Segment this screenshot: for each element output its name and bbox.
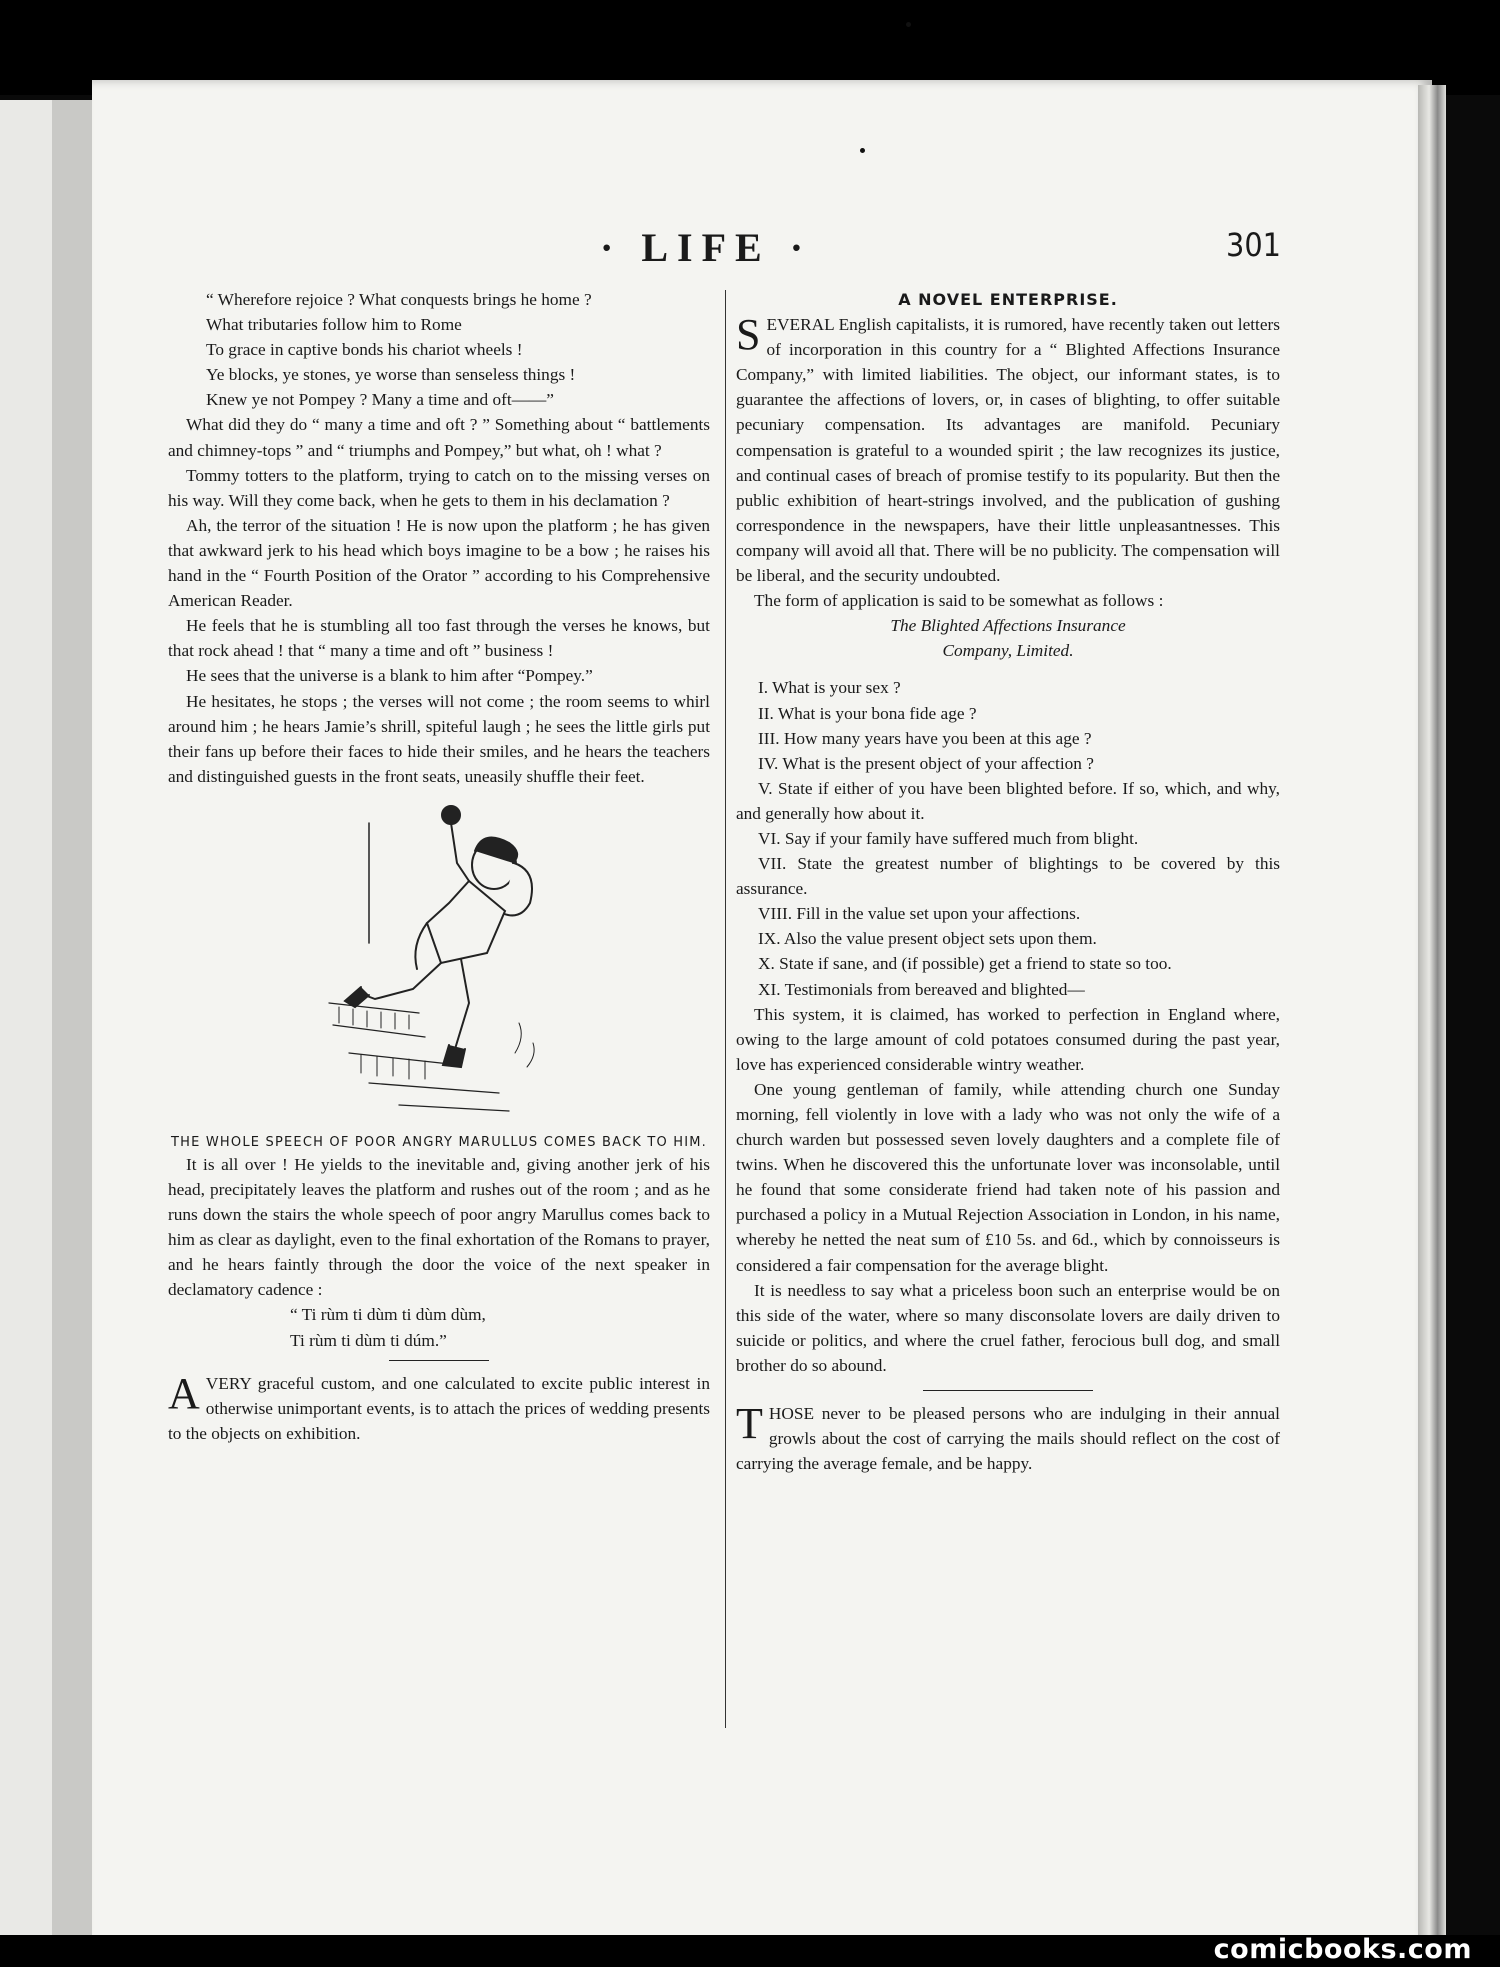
item-paragraph <box>168 1368 710 1446</box>
scan-speck <box>860 148 865 153</box>
question-item: VII. State the greatest number of blightings to be covered by this assurance. <box>736 854 1280 899</box>
verse-line: Knew ye not Pompey ? Many a time and oft——” <box>206 390 554 410</box>
lead-paragraph <box>736 312 1280 588</box>
scan-speck <box>906 22 911 27</box>
paragraph: It is all over ! He yields to the inevitable and, giving another jerk of his head, precipitately leaves the platform and rushes out of the room ; and as he runs down the stairs the whole speech of poor angry Marullus comes back to him as clear as daylight, even to the final exhortation of the Romans to prayer, and he hears faintly through the door the voice of the next speaker in declamatory cadence : <box>168 1154 710 1300</box>
paragraph: He feels that he is stumbling all too fast through the verses he knows, but that rock ahead ! that “ many a time and oft ” business ! <box>168 616 710 661</box>
section-rule <box>923 1390 1093 1391</box>
verse-line: To grace in captive bonds his chariot wheels ! <box>206 340 523 360</box>
drop-cap: T <box>736 1399 763 1449</box>
company-name: The Blighted Affections Insurance <box>890 616 1126 636</box>
illustration-caption: THE WHOLE SPEECH OF POOR ANGRY MARULLUS COMES BACK TO HIM. <box>171 1134 707 1150</box>
masthead-title: · LIFE · <box>600 225 813 270</box>
question-item: IV. What is the present object of your affection ? <box>758 753 1094 773</box>
verse-line: Ye blocks, ye stones, ye worse than senseless things ! <box>206 365 576 385</box>
article-headline: A NOVEL ENTERPRISE. <box>898 290 1118 309</box>
paragraph: The form of application is said to be somewhat as follows : <box>754 591 1164 611</box>
drop-cap: A <box>168 1368 200 1418</box>
watermark: comicbooks.com <box>1213 1934 1472 1965</box>
verse-line: Ti rùm ti dùm ti dúm.” <box>290 1330 447 1350</box>
paragraph: Ah, the terror of the situation ! He is now upon the platform ; he has given that awkward jerk to his head which boys imagine to be a bow ; he raises his hand in the “ Fourth Position of the Orator ” according to his Comprehensive American Reader. <box>168 515 710 611</box>
paragraph: Tommy totters to the platform, trying to catch on to the missing verses on his way. Will they come back, when he gets to them in his declamation ? <box>168 465 710 510</box>
column-divider <box>725 290 726 1728</box>
adjacent-page-edge <box>0 100 55 1967</box>
paragraph: It is needless to say what a priceless boon such an enterprise would be on this side of the water, where so many disconsolate lovers are daily driven to suicide or politics, and where the cruel father, ferocious bull dog, and small brother do so abound. <box>736 1280 1280 1375</box>
company-name: Company, Limited. <box>942 641 1074 661</box>
question-item: VIII. Fill in the value set upon your affections. <box>758 904 1081 924</box>
item-text: HOSE never to be pleased persons who are indulging in their annual growls about the cost of carrying the mails should reflect on the cost of carrying the average female, and be happy. <box>736 1404 1280 1474</box>
question-item: IX. Also the value present object sets upon them. <box>758 929 1097 949</box>
boy-running-illustration <box>309 793 569 1133</box>
verse-line: “ Ti rùm ti dùm ti dùm dùm, <box>290 1305 486 1325</box>
question-item: I. What is your sex ? <box>758 678 901 698</box>
paragraph: He sees that the universe is a blank to him after “Pompey.” <box>186 666 593 686</box>
question-item: II. What is your bona fide age ? <box>758 703 977 723</box>
left-column <box>168 287 710 1446</box>
item-text: VERY graceful custom, and one calculated to excite public interest in otherwise unimportant events, is to attach the prices of wedding presents to the objects on exhibition. <box>168 1373 710 1443</box>
question-item: XI. Testimonials from bereaved and blighted— <box>758 979 1085 999</box>
question-item: X. State if sane, and (if possible) get a friend to state so too. <box>758 954 1172 974</box>
page-number: 301 <box>1226 226 1281 264</box>
verse-line: What tributaries follow him to Rome <box>206 315 462 335</box>
question-item: VI. Say if your family have suffered much from blight. <box>758 828 1139 848</box>
paragraph: He hesitates, he stops ; the verses will not come ; the room seems to whirl around him ; he hears Jamie’s shrill, spiteful laugh ; he sees the little girls put their fans up before their faces to hide their smiles, and he hears the teachers and distinguished guests in the front seats, uneasily shuffle their feet. <box>168 691 710 786</box>
paragraph: What did they do “ many a time and oft ? ” Something about “ battlements and chimney-tops ” and “ triumphs and Pompey,” but what, oh ! what ? <box>168 415 710 460</box>
right-column <box>736 287 1280 1476</box>
page-gutter <box>52 100 92 1967</box>
question-item: III. How many years have you been at this age ? <box>758 728 1092 748</box>
item-paragraph <box>736 1401 1280 1476</box>
paragraph: One young gentleman of family, while attending church one Sunday morning, fell violently in love with a lady who was not only the wife of a church warden but possessed seven lovely daughters and a complete file of twins. When he discovered this the unfortunate lover was inconsolable, until he found that some considerate friend had taken note of his passion and purchased a policy in a Mutual Rejection Association in London, in his name, whereby he netted the neat sum of £10 5s. and 6d., which by connoisseurs is considered a fair compensation for the average blight. <box>736 1079 1280 1275</box>
lead-text: EVERAL English capitalists, it is rumored, have recently taken out letters of incorporation in this country for a “ Blighted Affections Insurance Company,” with limited liabilities. The object, our informant states, is to guarantee the affections of lovers, or, in cases of blighting, to offer suitable pecuniary compensation. Its advantages are manifold. Pecuniary compensation is grateful to a wounded spirit ; the law recognizes its justice, and continual cases of breach of promise testify to its popularity. But then the public exhibition of heart-strings involved, and the publication of gushing correspondence in the newspapers, have their little unpleasantnesses. This company will avoid all that. There will be no publicity. The compensation will be liberal, and the security undoubted. <box>736 315 1280 586</box>
page-edge-right <box>1418 85 1446 1967</box>
drop-cap: S <box>736 310 761 360</box>
question-item: V. State if either of you have been blighted before. If so, which, and why, and generally how about it. <box>736 778 1280 823</box>
section-rule <box>389 1360 489 1361</box>
verse-line: “ Wherefore rejoice ? What conquests brings he home ? <box>206 290 592 309</box>
paragraph: This system, it is claimed, has worked to perfection in England where, owing to the large amount of cold potatoes consumed during the past year, love has experienced considerable wintry weather. <box>736 1004 1280 1074</box>
